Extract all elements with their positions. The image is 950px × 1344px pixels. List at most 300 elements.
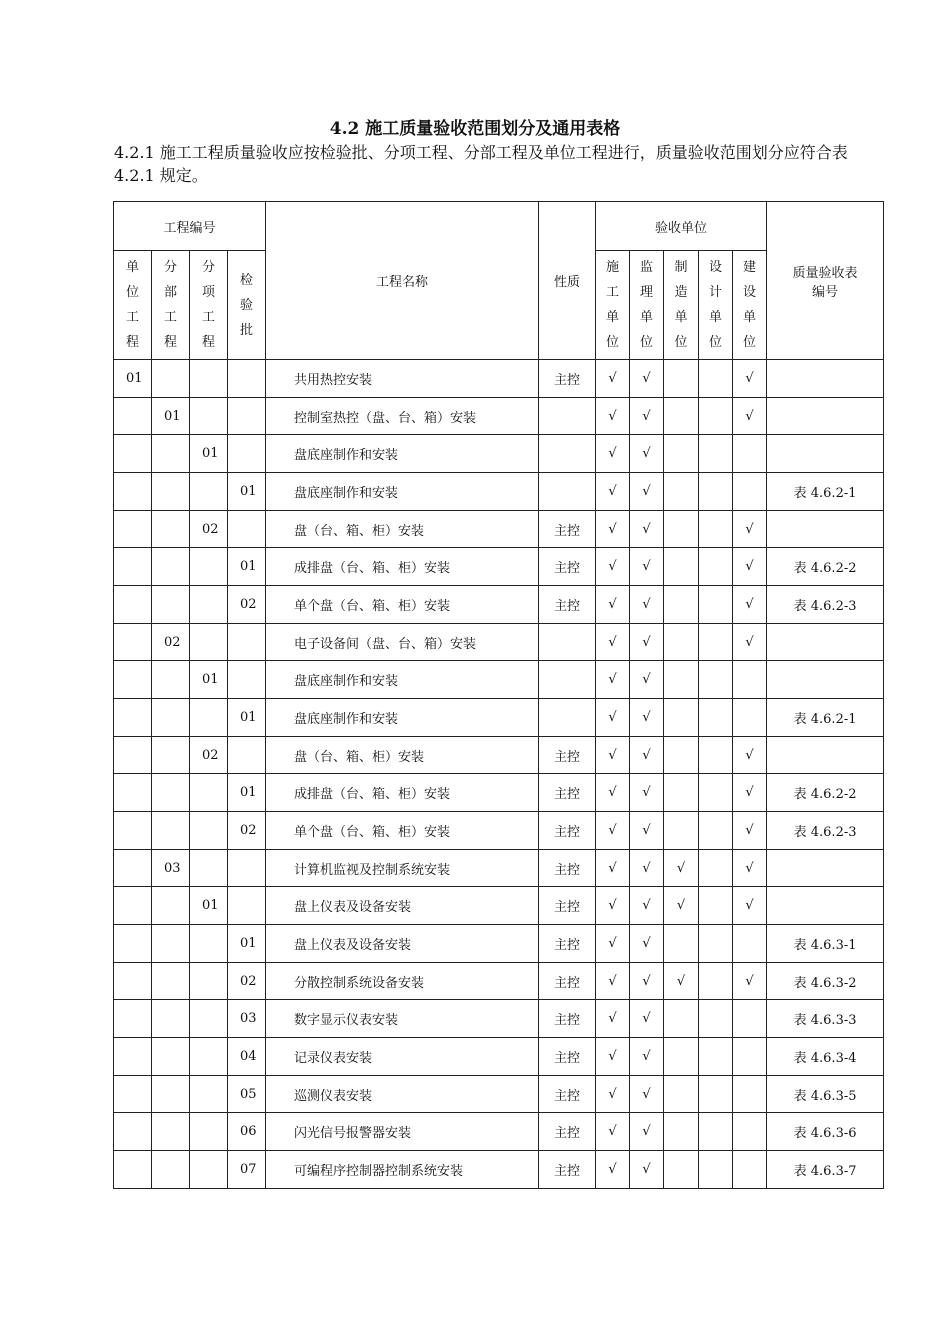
subitem-cell bbox=[190, 1038, 228, 1076]
form-number-cell: 表 4.6.3-4 bbox=[767, 1038, 884, 1076]
subitem-cell bbox=[190, 774, 228, 812]
supervision-check-cell: √ bbox=[630, 887, 664, 925]
subitem-cell: 02 bbox=[190, 736, 228, 774]
form-number-cell: 表 4.6.2-1 bbox=[767, 699, 884, 737]
division-cell bbox=[152, 661, 190, 699]
form-number-cell bbox=[767, 397, 884, 435]
nature-cell: 主控 bbox=[539, 1038, 596, 1076]
intro-paragraph: 4.2.1 施工工程质量验收应按检验批、分项工程、分部工程及单位工程进行，质量验收范围划分应符合表 4.2.1 规定。 bbox=[114, 143, 848, 185]
inspection-lot-cell: 02 bbox=[228, 812, 266, 850]
owner-check-cell: √ bbox=[733, 360, 767, 398]
supervision-check-cell: √ bbox=[630, 623, 664, 661]
nature-cell bbox=[539, 661, 596, 699]
form-number-cell: 表 4.6.3-2 bbox=[767, 962, 884, 1000]
unit-project-cell bbox=[114, 661, 152, 699]
nature-cell: 主控 bbox=[539, 887, 596, 925]
division-cell bbox=[152, 962, 190, 1000]
construction-check-cell: √ bbox=[596, 661, 630, 699]
project-name-cell: 控制室热控（盘、台、箱）安装 bbox=[266, 397, 539, 435]
supervision-check-cell: √ bbox=[630, 1151, 664, 1189]
subitem-cell bbox=[190, 812, 228, 850]
construction-check-cell: √ bbox=[596, 812, 630, 850]
nature-cell: 主控 bbox=[539, 1113, 596, 1151]
project-name-cell: 盘底座制作和安装 bbox=[266, 699, 539, 737]
construction-check-cell: √ bbox=[596, 925, 630, 963]
table-row bbox=[114, 623, 884, 661]
design-check-cell bbox=[699, 473, 733, 511]
supervision-check-cell: √ bbox=[630, 1038, 664, 1076]
nature-cell: 主控 bbox=[539, 1000, 596, 1038]
construction-check-cell: √ bbox=[596, 1075, 630, 1113]
project-name-cell: 数字显示仪表安装 bbox=[266, 1000, 539, 1038]
construction-check-cell: √ bbox=[596, 1000, 630, 1038]
subitem-cell: 02 bbox=[190, 510, 228, 548]
manufacturing-check-cell bbox=[664, 661, 699, 699]
subitem-cell: 01 bbox=[190, 435, 228, 473]
design-check-cell bbox=[699, 1038, 733, 1076]
unit-project-cell bbox=[114, 1000, 152, 1038]
supervision-check-cell: √ bbox=[630, 1000, 664, 1038]
acceptance-units-header: 验收单位 bbox=[596, 202, 767, 251]
unit-project-cell bbox=[114, 510, 152, 548]
project-name-cell: 盘底座制作和安装 bbox=[266, 661, 539, 699]
inspection-lot-cell bbox=[228, 360, 266, 398]
subitem-cell bbox=[190, 473, 228, 511]
design-check-cell bbox=[699, 774, 733, 812]
table-row bbox=[114, 699, 884, 737]
owner-check-cell bbox=[733, 925, 767, 963]
nature-cell: 主控 bbox=[539, 962, 596, 1000]
construction-check-cell: √ bbox=[596, 473, 630, 511]
supervision-check-cell: √ bbox=[630, 736, 664, 774]
design-check-cell bbox=[699, 699, 733, 737]
division-cell bbox=[152, 510, 190, 548]
form-number-cell bbox=[767, 623, 884, 661]
project-name-cell: 盘上仪表及设备安装 bbox=[266, 925, 539, 963]
design-check-cell bbox=[699, 925, 733, 963]
project-name-cell: 共用热控安装 bbox=[266, 360, 539, 398]
division-cell bbox=[152, 360, 190, 398]
inspection-lot-cell: 01 bbox=[228, 774, 266, 812]
nature-cell bbox=[539, 397, 596, 435]
construction-check-cell: √ bbox=[596, 736, 630, 774]
inspection-lot-cell bbox=[228, 435, 266, 473]
subitem-cell bbox=[190, 699, 228, 737]
division-cell: 02 bbox=[152, 623, 190, 661]
manufacturing-check-cell: √ bbox=[664, 849, 699, 887]
design-unit-header: 设 计 单 位 bbox=[699, 251, 733, 360]
table-row bbox=[114, 1075, 884, 1113]
table-row bbox=[114, 1000, 884, 1038]
unit-project-cell bbox=[114, 774, 152, 812]
table-row bbox=[114, 586, 884, 624]
table-row bbox=[114, 962, 884, 1000]
design-check-cell bbox=[699, 1113, 733, 1151]
division-cell bbox=[152, 473, 190, 511]
project-name-header: 工程名称 bbox=[266, 202, 539, 360]
unit-project-cell bbox=[114, 1038, 152, 1076]
subitem-cell bbox=[190, 925, 228, 963]
table-row bbox=[114, 1038, 884, 1076]
form-number-cell: 表 4.6.2-2 bbox=[767, 548, 884, 586]
inspection-lot-cell bbox=[228, 397, 266, 435]
design-check-cell bbox=[699, 435, 733, 473]
form-number-cell bbox=[767, 360, 884, 398]
section-title: 4.2 施工质量验收范围划分及通用表格 bbox=[329, 119, 621, 139]
nature-cell: 主控 bbox=[539, 774, 596, 812]
project-name-cell: 巡测仪表安装 bbox=[266, 1075, 539, 1113]
unit-project-cell bbox=[114, 1151, 152, 1189]
nature-cell bbox=[539, 473, 596, 511]
design-check-cell bbox=[699, 548, 733, 586]
inspection-lot-cell bbox=[228, 736, 266, 774]
table-row bbox=[114, 360, 884, 398]
owner-check-cell bbox=[733, 1038, 767, 1076]
division-cell bbox=[152, 887, 190, 925]
construction-check-cell: √ bbox=[596, 699, 630, 737]
form-number-header-line2: 编号 bbox=[812, 284, 839, 300]
project-name-cell: 盘底座制作和安装 bbox=[266, 435, 539, 473]
form-number-cell bbox=[767, 510, 884, 548]
supervision-check-cell: √ bbox=[630, 1113, 664, 1151]
construction-check-cell: √ bbox=[596, 435, 630, 473]
construction-check-cell: √ bbox=[596, 887, 630, 925]
supervision-check-cell: √ bbox=[630, 812, 664, 850]
construction-unit-header: 施 工 单 位 bbox=[596, 251, 630, 360]
unit-project-cell bbox=[114, 699, 152, 737]
owner-check-cell: √ bbox=[733, 623, 767, 661]
inspection-lot-cell: 01 bbox=[228, 925, 266, 963]
construction-check-cell: √ bbox=[596, 1038, 630, 1076]
manufacturing-check-cell bbox=[664, 435, 699, 473]
manufacturing-unit-header: 制 造 单 位 bbox=[664, 251, 699, 360]
unit-project-cell bbox=[114, 586, 152, 624]
manufacturing-check-cell bbox=[664, 1000, 699, 1038]
division-cell bbox=[152, 1151, 190, 1189]
manufacturing-check-cell bbox=[664, 1151, 699, 1189]
division-cell bbox=[152, 774, 190, 812]
subitem-cell bbox=[190, 548, 228, 586]
unit-project-cell bbox=[114, 1075, 152, 1113]
supervision-check-cell: √ bbox=[630, 849, 664, 887]
nature-cell: 主控 bbox=[539, 849, 596, 887]
unit-project-cell bbox=[114, 397, 152, 435]
subitem-cell bbox=[190, 849, 228, 887]
division-cell bbox=[152, 736, 190, 774]
supervision-check-cell: √ bbox=[630, 699, 664, 737]
nature-cell bbox=[539, 699, 596, 737]
unit-project-cell bbox=[114, 1113, 152, 1151]
project-code-header: 工程编号 bbox=[114, 202, 266, 251]
table-row bbox=[114, 1151, 884, 1189]
division-cell bbox=[152, 586, 190, 624]
supervision-check-cell: √ bbox=[630, 962, 664, 1000]
table-row bbox=[114, 435, 884, 473]
construction-check-cell: √ bbox=[596, 1151, 630, 1189]
supervision-check-cell: √ bbox=[630, 661, 664, 699]
design-check-cell bbox=[699, 849, 733, 887]
owner-check-cell bbox=[733, 699, 767, 737]
subitem-cell bbox=[190, 1075, 228, 1113]
project-name-cell: 盘底座制作和安装 bbox=[266, 473, 539, 511]
header-row-1 bbox=[114, 202, 884, 251]
owner-check-cell: √ bbox=[733, 548, 767, 586]
design-check-cell bbox=[699, 887, 733, 925]
unit-project-cell bbox=[114, 925, 152, 963]
project-name-cell: 电子设备间（盘、台、箱）安装 bbox=[266, 623, 539, 661]
design-check-cell bbox=[699, 1000, 733, 1038]
construction-check-cell: √ bbox=[596, 397, 630, 435]
table-row bbox=[114, 849, 884, 887]
division-cell: 03 bbox=[152, 849, 190, 887]
inspection-lot-cell: 01 bbox=[228, 473, 266, 511]
unit-project-header: 单 位 工 程 bbox=[114, 251, 152, 360]
manufacturing-check-cell bbox=[664, 510, 699, 548]
form-number-cell: 表 4.6.2-1 bbox=[767, 473, 884, 511]
owner-check-cell bbox=[733, 473, 767, 511]
design-check-cell bbox=[699, 510, 733, 548]
division-cell bbox=[152, 812, 190, 850]
unit-project-cell bbox=[114, 887, 152, 925]
inspection-lot-header: 检 验 批 bbox=[228, 251, 266, 360]
manufacturing-check-cell bbox=[664, 1038, 699, 1076]
construction-check-cell: √ bbox=[596, 360, 630, 398]
inspection-lot-cell: 05 bbox=[228, 1075, 266, 1113]
design-check-cell bbox=[699, 586, 733, 624]
inspection-lot-cell: 04 bbox=[228, 1038, 266, 1076]
form-number-cell: 表 4.6.3-5 bbox=[767, 1075, 884, 1113]
nature-cell bbox=[539, 435, 596, 473]
project-name-cell: 计算机监视及控制系统安装 bbox=[266, 849, 539, 887]
table-row bbox=[114, 473, 884, 511]
form-number-cell bbox=[767, 887, 884, 925]
unit-project-cell bbox=[114, 435, 152, 473]
design-check-cell bbox=[699, 661, 733, 699]
subitem-cell: 01 bbox=[190, 887, 228, 925]
construction-check-cell: √ bbox=[596, 849, 630, 887]
division-cell bbox=[152, 1075, 190, 1113]
form-number-header bbox=[767, 202, 884, 360]
inspection-lot-cell: 06 bbox=[228, 1113, 266, 1151]
inspection-lot-cell: 02 bbox=[228, 586, 266, 624]
table-row bbox=[114, 812, 884, 850]
inspection-lot-cell bbox=[228, 849, 266, 887]
supervision-check-cell: √ bbox=[630, 360, 664, 398]
division-cell bbox=[152, 699, 190, 737]
construction-check-cell: √ bbox=[596, 962, 630, 1000]
supervision-check-cell: √ bbox=[630, 510, 664, 548]
manufacturing-check-cell: √ bbox=[664, 962, 699, 1000]
table-row bbox=[114, 1113, 884, 1151]
division-cell: 01 bbox=[152, 397, 190, 435]
supervision-check-cell: √ bbox=[630, 925, 664, 963]
division-cell bbox=[152, 1113, 190, 1151]
manufacturing-check-cell bbox=[664, 360, 699, 398]
nature-cell: 主控 bbox=[539, 925, 596, 963]
inspection-lot-cell: 01 bbox=[228, 548, 266, 586]
nature-cell: 主控 bbox=[539, 736, 596, 774]
nature-cell: 主控 bbox=[539, 1151, 596, 1189]
unit-project-cell bbox=[114, 473, 152, 511]
owner-check-cell bbox=[733, 1075, 767, 1113]
subitem-cell bbox=[190, 623, 228, 661]
design-check-cell bbox=[699, 962, 733, 1000]
nature-cell: 主控 bbox=[539, 812, 596, 850]
design-check-cell bbox=[699, 623, 733, 661]
inspection-lot-cell: 07 bbox=[228, 1151, 266, 1189]
acceptance-scope-table bbox=[113, 201, 884, 1189]
manufacturing-check-cell bbox=[664, 774, 699, 812]
form-number-cell: 表 4.6.2-2 bbox=[767, 774, 884, 812]
construction-check-cell: √ bbox=[596, 586, 630, 624]
form-number-cell bbox=[767, 435, 884, 473]
inspection-lot-cell: 02 bbox=[228, 962, 266, 1000]
owner-check-cell: √ bbox=[733, 774, 767, 812]
manufacturing-check-cell bbox=[664, 736, 699, 774]
owner-check-cell: √ bbox=[733, 397, 767, 435]
manufacturing-check-cell bbox=[664, 548, 699, 586]
owner-check-cell bbox=[733, 1151, 767, 1189]
form-number-cell: 表 4.6.3-7 bbox=[767, 1151, 884, 1189]
form-number-cell bbox=[767, 661, 884, 699]
subitem-header: 分 项 工 程 bbox=[190, 251, 228, 360]
subitem-cell: 01 bbox=[190, 661, 228, 699]
manufacturing-check-cell bbox=[664, 397, 699, 435]
form-number-cell: 表 4.6.2-3 bbox=[767, 812, 884, 850]
construction-check-cell: √ bbox=[596, 774, 630, 812]
nature-header: 性质 bbox=[539, 202, 596, 360]
manufacturing-check-cell bbox=[664, 1113, 699, 1151]
inspection-lot-cell bbox=[228, 510, 266, 548]
supervision-check-cell: √ bbox=[630, 1075, 664, 1113]
table-row bbox=[114, 887, 884, 925]
subitem-cell bbox=[190, 360, 228, 398]
subitem-cell bbox=[190, 586, 228, 624]
project-name-cell: 单个盘（台、箱、柜）安装 bbox=[266, 586, 539, 624]
design-check-cell bbox=[699, 1075, 733, 1113]
table-row bbox=[114, 925, 884, 963]
manufacturing-check-cell bbox=[664, 812, 699, 850]
form-number-cell: 表 4.6.3-1 bbox=[767, 925, 884, 963]
owner-check-cell bbox=[733, 1000, 767, 1038]
manufacturing-check-cell bbox=[664, 473, 699, 511]
construction-check-cell: √ bbox=[596, 1113, 630, 1151]
form-number-cell: 表 4.6.2-3 bbox=[767, 586, 884, 624]
manufacturing-check-cell: √ bbox=[664, 887, 699, 925]
inspection-lot-cell: 01 bbox=[228, 699, 266, 737]
design-check-cell bbox=[699, 1151, 733, 1189]
manufacturing-check-cell bbox=[664, 1075, 699, 1113]
inspection-lot-cell: 03 bbox=[228, 1000, 266, 1038]
nature-cell: 主控 bbox=[539, 510, 596, 548]
project-name-cell: 可编程序控制器控制系统安装 bbox=[266, 1151, 539, 1189]
division-cell bbox=[152, 548, 190, 586]
form-number-header-line1: 质量验收表 bbox=[792, 265, 858, 281]
unit-project-cell bbox=[114, 849, 152, 887]
subitem-cell bbox=[190, 1151, 228, 1189]
subitem-cell bbox=[190, 1000, 228, 1038]
owner-check-cell: √ bbox=[733, 812, 767, 850]
owner-check-cell: √ bbox=[733, 586, 767, 624]
project-name-cell: 闪光信号报警器安装 bbox=[266, 1113, 539, 1151]
project-name-cell: 盘（台、箱、柜）安装 bbox=[266, 510, 539, 548]
construction-check-cell: √ bbox=[596, 623, 630, 661]
owner-unit-header: 建 设 单 位 bbox=[733, 251, 767, 360]
inspection-lot-cell bbox=[228, 623, 266, 661]
project-name-cell: 盘上仪表及设备安装 bbox=[266, 887, 539, 925]
table-row bbox=[114, 774, 884, 812]
design-check-cell bbox=[699, 812, 733, 850]
table-row bbox=[114, 661, 884, 699]
division-cell bbox=[152, 435, 190, 473]
construction-check-cell: √ bbox=[596, 548, 630, 586]
form-number-cell bbox=[767, 736, 884, 774]
supervision-check-cell: √ bbox=[630, 397, 664, 435]
supervision-check-cell: √ bbox=[630, 435, 664, 473]
supervision-check-cell: √ bbox=[630, 548, 664, 586]
inspection-lot-cell bbox=[228, 661, 266, 699]
manufacturing-check-cell bbox=[664, 623, 699, 661]
division-header: 分 部 工 程 bbox=[152, 251, 190, 360]
division-cell bbox=[152, 1000, 190, 1038]
construction-check-cell: √ bbox=[596, 510, 630, 548]
owner-check-cell: √ bbox=[733, 510, 767, 548]
inspection-lot-cell bbox=[228, 887, 266, 925]
nature-cell: 主控 bbox=[539, 1075, 596, 1113]
table-row bbox=[114, 397, 884, 435]
form-number-cell: 表 4.6.3-6 bbox=[767, 1113, 884, 1151]
nature-cell: 主控 bbox=[539, 586, 596, 624]
supervision-unit-header: 监 理 单 位 bbox=[630, 251, 664, 360]
table-row bbox=[114, 548, 884, 586]
form-number-cell bbox=[767, 849, 884, 887]
unit-project-cell: 01 bbox=[114, 360, 152, 398]
unit-project-cell bbox=[114, 812, 152, 850]
unit-project-cell bbox=[114, 548, 152, 586]
supervision-check-cell: √ bbox=[630, 473, 664, 511]
project-name-cell: 记录仪表安装 bbox=[266, 1038, 539, 1076]
owner-check-cell: √ bbox=[733, 849, 767, 887]
unit-project-cell bbox=[114, 962, 152, 1000]
design-check-cell bbox=[699, 397, 733, 435]
table-row bbox=[114, 510, 884, 548]
unit-project-cell bbox=[114, 623, 152, 661]
division-cell bbox=[152, 1038, 190, 1076]
nature-cell: 主控 bbox=[539, 360, 596, 398]
owner-check-cell bbox=[733, 661, 767, 699]
nature-cell: 主控 bbox=[539, 548, 596, 586]
owner-check-cell: √ bbox=[733, 962, 767, 1000]
table-row bbox=[114, 736, 884, 774]
manufacturing-check-cell bbox=[664, 586, 699, 624]
owner-check-cell: √ bbox=[733, 736, 767, 774]
subitem-cell bbox=[190, 397, 228, 435]
project-name-cell: 盘（台、箱、柜）安装 bbox=[266, 736, 539, 774]
manufacturing-check-cell bbox=[664, 925, 699, 963]
supervision-check-cell: √ bbox=[630, 774, 664, 812]
design-check-cell bbox=[699, 736, 733, 774]
design-check-cell bbox=[699, 360, 733, 398]
owner-check-cell bbox=[733, 1113, 767, 1151]
subitem-cell bbox=[190, 1113, 228, 1151]
project-name-cell: 成排盘（台、箱、柜）安装 bbox=[266, 548, 539, 586]
owner-check-cell: √ bbox=[733, 887, 767, 925]
owner-check-cell bbox=[733, 435, 767, 473]
unit-project-cell bbox=[114, 736, 152, 774]
project-name-cell: 成排盘（台、箱、柜）安装 bbox=[266, 774, 539, 812]
division-cell bbox=[152, 925, 190, 963]
subitem-cell bbox=[190, 962, 228, 1000]
